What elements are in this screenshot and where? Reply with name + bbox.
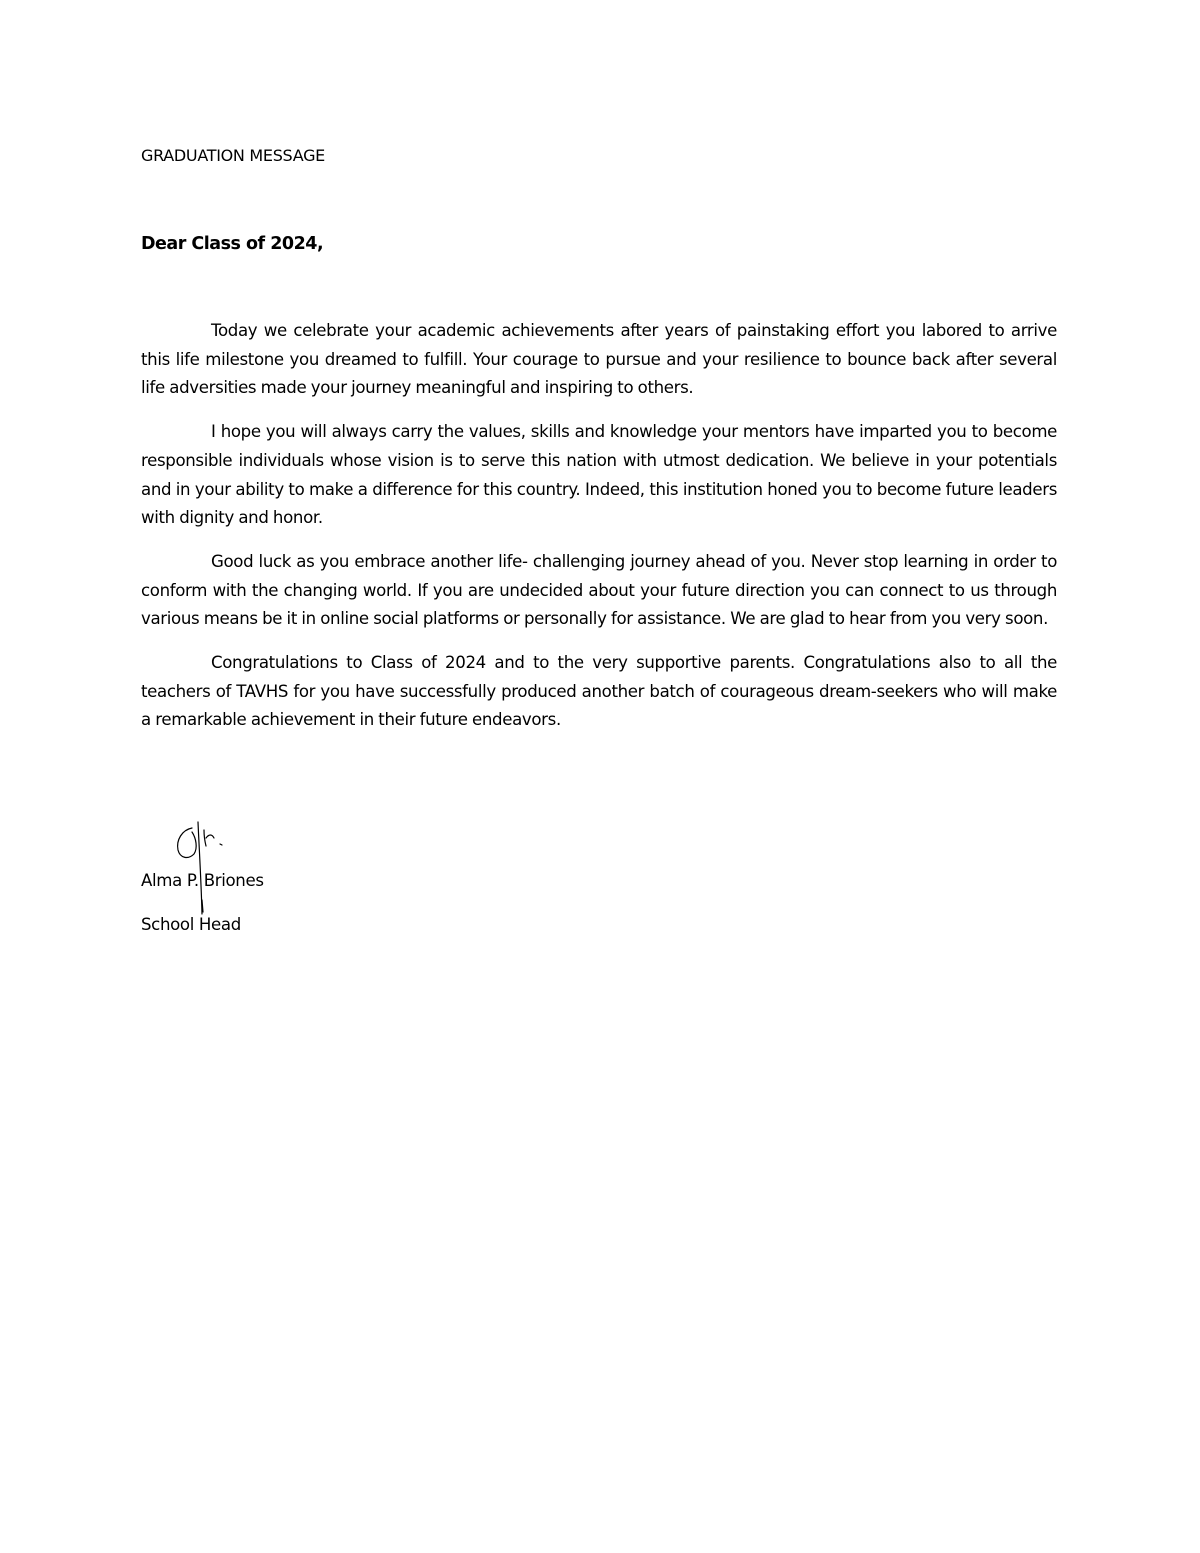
salutation: Dear Class of 2024,	[141, 234, 324, 254]
body-paragraph-1: Today we celebrate your academic achievements after years of painstaking effort you labored to arrive this life milestone you dreamed to fulfill. Your courage to pursue and your resilience to bounce back after several life adversities made your journey meaningful and inspiring to others.	[141, 321, 1057, 398]
body-paragraph-4: Congratulations to Class of 2024 and to the very supportive parents. Congratulations also to all the teachers of TAVHS for you have successfully produced another batch of courageous dream-seekers who will make a remarkable achievement in their future endeavors.	[141, 653, 1057, 730]
signatory-title: School Head	[141, 915, 241, 934]
body-paragraph-3: Good luck as you embrace another life- challenging journey ahead of you. Never stop learning in order to conform with the changing world. If you are undecided about your future direction you can connect to us through various means be it in online social platforms or personally for assistance. We are glad to hear from you very soon.	[141, 551, 1057, 629]
signatory-name: Alma P. Briones	[141, 871, 264, 890]
letter-body	[141, 317, 1057, 750]
body-paragraph-2: I hope you will always carry the values, skills and knowledge your mentors have imparted you to become responsible individuals whose vision is to serve this nation with utmost dedication. We believe in your potentials and in your ability to make a difference for this country. Indeed, this institution honed you to become future leaders with dignity and honor.	[141, 422, 1057, 528]
document-heading: GRADUATION MESSAGE	[141, 146, 325, 165]
